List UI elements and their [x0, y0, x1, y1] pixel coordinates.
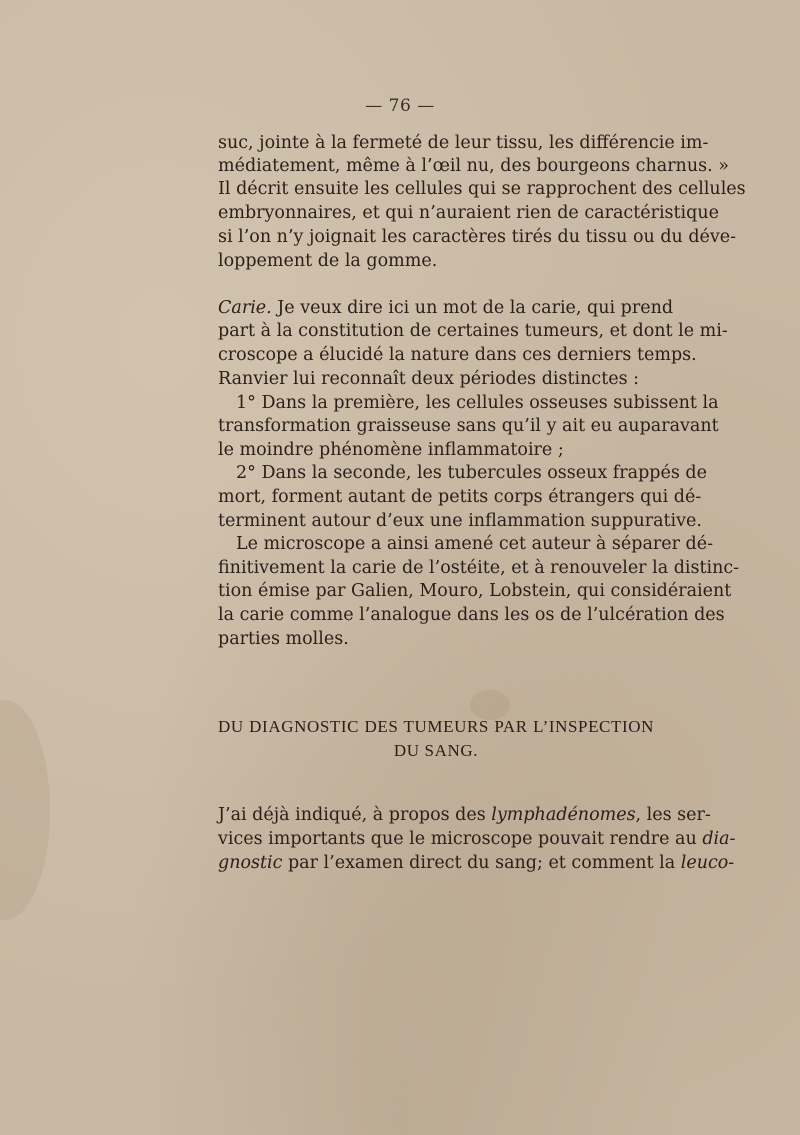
final-italic: lymphadénomes [491, 805, 636, 825]
section-heading-line2: DU SANG. [393, 741, 479, 760]
text-line: la carie comme l’analogue dans les os de l’ulcération des [218, 605, 725, 625]
text-line: tion émise par Galien, Mouro, Lobstein, qui considéraient [218, 581, 732, 601]
final-italic: dia- [702, 829, 736, 849]
text-line: Le microscope a ainsi amené cet auteur à séparer dé- [236, 534, 714, 554]
text-line: suc, jointe à la fermeté de leur tissu, les différencie im- [218, 133, 709, 153]
text-line: finitivement la carie de l’ostéite, et à renouveler la distinc- [218, 558, 740, 578]
text-line: mort, forment autant de petits corps étrangers qui dé- [218, 487, 702, 507]
text-line: médiatement, même à l’œil nu, des bourgeons charnus. » [218, 156, 729, 176]
section-heading: DU DIAGNOSTIC DES TUMEURS PAR L’INSPECTION [218, 717, 654, 736]
page-number: — 76 — [365, 96, 435, 116]
text-line: parties molles. [218, 629, 349, 649]
final-line-2 [218, 828, 736, 850]
text-line: transformation graisseuse sans qu’il y ait eu auparavant [218, 416, 719, 436]
text-line: embryonnaires, et qui n’auraient rien de caractéristique [218, 203, 719, 223]
final-text: par l’examen direct du sang; et comment la [282, 853, 681, 873]
text-line: loppement de la gomme. [218, 251, 438, 271]
paper-stain [0, 700, 50, 920]
final-text: vices importants que le microscope pouvait rendre au [218, 829, 703, 849]
text-line: part à la constitution de certaines tumeurs, et dont le mi- [218, 321, 728, 341]
carie-term: Carie. [218, 298, 272, 318]
text-line: Ranvier lui reconnaît deux périodes distinctes : [218, 369, 640, 389]
text-line: 2° Dans la seconde, les tubercules osseux frappés de [236, 463, 707, 483]
text-line: le moindre phénomène inflammatoire ; [218, 440, 564, 460]
carie-first-line [218, 297, 674, 319]
final-italic: gnostic [218, 853, 283, 873]
final-text: J’ai déjà indiqué, à propos des [218, 805, 492, 825]
text-line: si l’on n’y joignait les caractères tirés du tissu ou du déve- [218, 227, 737, 247]
text-line: 1° Dans la première, les cellules osseuses subissent la [236, 393, 719, 413]
carie-first-line-text: Je veux dire ici un mot de la carie, qui prend [271, 298, 674, 318]
final-line-1 [218, 804, 711, 826]
text-line: terminent autour d’eux une inflammation suppurative. [218, 511, 702, 531]
final-italic: leuco- [680, 853, 735, 873]
text-line: croscope a élucidé la nature dans ces derniers temps. [218, 345, 697, 365]
final-text: , les ser- [635, 805, 711, 825]
text-line: Il décrit ensuite les cellules qui se rapprochent des cellules [218, 179, 746, 199]
final-line-3 [218, 852, 735, 874]
